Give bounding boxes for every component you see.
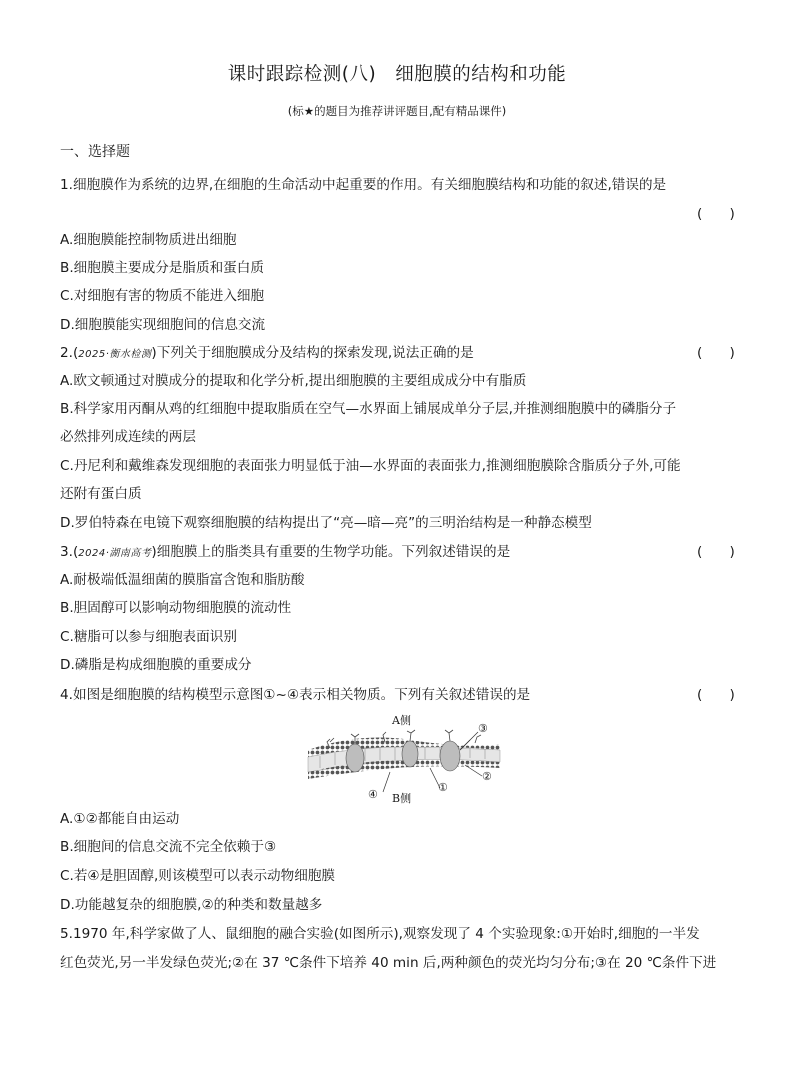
q4-option-b: B.细胞间的信息交流不完全依赖于③ bbox=[60, 839, 277, 855]
q2-number: 2.( bbox=[60, 345, 79, 361]
page-subtitle: (标★的题目为推荐讲评题目,配有精品课件) bbox=[287, 104, 507, 118]
q3-option-b: B.胆固醇可以影响动物细胞膜的流动性 bbox=[60, 600, 292, 616]
page-title: 课时跟踪检测(八) 细胞膜的结构和功能 bbox=[227, 64, 567, 85]
q1-option-b: B.细胞膜主要成分是脂质和蛋白质 bbox=[60, 260, 264, 276]
q3-number: 3.( bbox=[60, 544, 79, 560]
q4-answer-blank: ( ) bbox=[697, 687, 735, 703]
q5-line2: 红色荧光,另一半发绿色荧光;②在 37 ℃条件下培养 40 min 后,两种颜色的荧光均匀分布;③在 20 ℃条件下进 bbox=[60, 955, 717, 971]
q1-answer-blank: ( ) bbox=[697, 206, 735, 222]
q2-stem-text: )下列关于细胞膜成分及结构的探索发现,说法正确的是 bbox=[151, 345, 474, 361]
figure-side-a-label: A侧 bbox=[392, 714, 411, 727]
q2-option-b-line2: 必然排列成连续的两层 bbox=[60, 429, 196, 445]
q1-option-d: D.细胞膜能实现细胞间的信息交流 bbox=[60, 317, 266, 333]
q3-option-a: A.耐极端低温细菌的膜脂富含饱和脂肪酸 bbox=[60, 572, 305, 588]
q2-option-c-line1: C.丹尼利和戴维森发现细胞的表面张力明显低于油—水界面的表面张力,推测细胞膜除含脂质分子外,可能 bbox=[60, 458, 681, 474]
q2-option-d: D.罗伯特森在电镜下观察细胞膜的结构提出了“亮—暗—亮”的三明治结构是一种静态模型 bbox=[60, 515, 592, 531]
q3-option-d: D.磷脂是构成细胞膜的重要成分 bbox=[60, 657, 252, 673]
figure-label-2: ② bbox=[482, 770, 492, 783]
q1-option-a: A.细胞膜能控制物质进出细胞 bbox=[60, 232, 237, 248]
q3-stem-text: )细胞膜上的脂类具有重要的生物学功能。下列叙述错误的是 bbox=[151, 544, 511, 560]
q3-stem bbox=[60, 542, 510, 564]
figure-label-4: ④ bbox=[368, 788, 378, 801]
q2-option-c-line2: 还附有蛋白质 bbox=[60, 486, 142, 502]
cell-membrane-diagram bbox=[300, 710, 510, 810]
figure-label-1: ① bbox=[438, 781, 448, 794]
q3-option-c: C.糖脂可以参与细胞表面识别 bbox=[60, 629, 237, 645]
q2-option-b-line1: B.科学家用丙酮从鸡的红细胞中提取脂质在空气—水界面上铺展成单分子层,并推测细胞膜中的磷脂分子 bbox=[60, 401, 677, 417]
figure-label-3: ③ bbox=[478, 722, 488, 735]
q4-option-c: C.若④是胆固醇,则该模型可以表示动物细胞膜 bbox=[60, 868, 336, 884]
protein-right bbox=[440, 741, 460, 771]
figure-side-b-label: B侧 bbox=[392, 792, 412, 805]
protein-left bbox=[346, 744, 364, 772]
q2-answer-blank: ( ) bbox=[697, 345, 735, 361]
q2-source: 2025·衡水检测 bbox=[78, 349, 152, 360]
q5-line1: 5.1970 年,科学家做了人、鼠细胞的融合实验(如图所示),观察发现了 4 个实验现象:①开始时,细胞的一半发 bbox=[60, 926, 700, 942]
protein-middle bbox=[402, 741, 418, 767]
section-heading: 一、选择题 bbox=[60, 144, 130, 160]
q1-stem: 1.细胞膜作为系统的边界,在细胞的生命活动中起重要的作用。有关细胞膜结构和功能的叙述,错误的是 bbox=[60, 177, 667, 193]
q3-source: 2024·湖南高考 bbox=[78, 548, 152, 559]
q2-stem bbox=[60, 343, 474, 365]
q4-option-a: A.①②都能自由运动 bbox=[60, 811, 180, 827]
q4-stem: 4.如图是细胞膜的结构模型示意图①~④表示相关物质。下列有关叙述错误的是 bbox=[60, 687, 531, 703]
q2-option-a: A.欧文顿通过对膜成分的提取和化学分析,提出细胞膜的主要组成成分中有脂质 bbox=[60, 373, 527, 389]
q3-answer-blank: ( ) bbox=[697, 544, 735, 560]
q4-option-d: D.功能越复杂的细胞膜,②的种类和数量越多 bbox=[60, 897, 323, 913]
q1-option-c: C.对细胞有害的物质不能进入细胞 bbox=[60, 288, 265, 304]
